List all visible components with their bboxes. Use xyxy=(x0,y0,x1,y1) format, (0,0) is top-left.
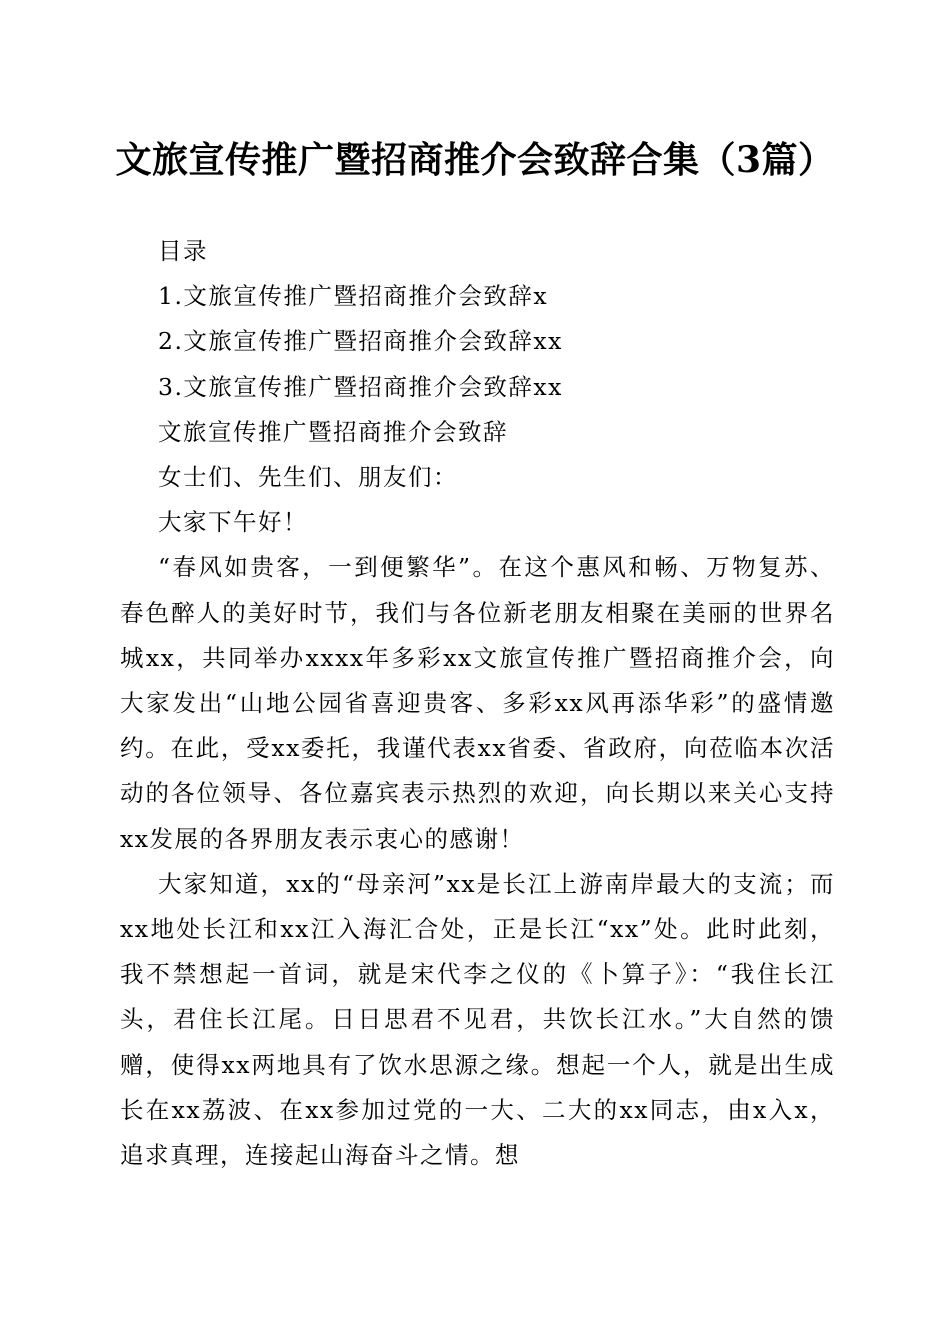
salutation: 女士们、先生们、朋友们： xyxy=(158,463,458,492)
toc-item: 3.文旅宣传推广暨招商推介会致辞xx xyxy=(158,372,563,401)
speech-title: 文旅宣传推广暨招商推介会致辞 xyxy=(158,417,508,446)
body-paragraph: 大家知道，xx的“母亲河”xx是长江上游南岸最大的支流；而xx地处长江和xx江入海汇合处，正是长江“xx”处。此时此刻，我不禁想起一首词，就是宋代李之仪的《卜算子》：“我住长江头，君住长江尾。日日思君不见君，共饮长江水。”大自然的馈赠，使得xx两地具有了饮水思源之缘。想起一个人，就是出生成长在xx荔波、在xx参加过党的一大、二大的xx同志，由x入x，追求真理，连接起山海奋斗之情。想 xyxy=(120,869,835,1170)
greeting: 大家下午好！ xyxy=(158,508,308,537)
document-title: 文旅宣传推广暨招商推介会致辞合集（3篇） xyxy=(115,139,835,181)
document-body xyxy=(120,229,835,1178)
toc-item: 1.文旅宣传推广暨招商推介会致辞x xyxy=(158,282,549,311)
toc-heading: 目录 xyxy=(158,237,208,265)
body-paragraph: “春风如贵客，一到便繁华”。在这个惠风和畅、万物复苏、春色醉人的美好时节，我们与各位新老朋友相聚在美丽的世界名城xx，共同举办xxxx年多彩xx文旅宣传推广暨招商推介会，向大家发出“山地公园省喜迎贵客、多彩xx风再添华彩”的盛情邀约。在此，受xx委托，我谨代表xx省委、省政府，向莅临本次活动的各位领导、各位嘉宾表示热烈的欢迎，向长期以来关心支持xx发展的各界朋友表示衷心的感谢！ xyxy=(120,553,835,853)
toc-item: 2.文旅宣传推广暨招商推介会致辞xx xyxy=(158,327,563,356)
